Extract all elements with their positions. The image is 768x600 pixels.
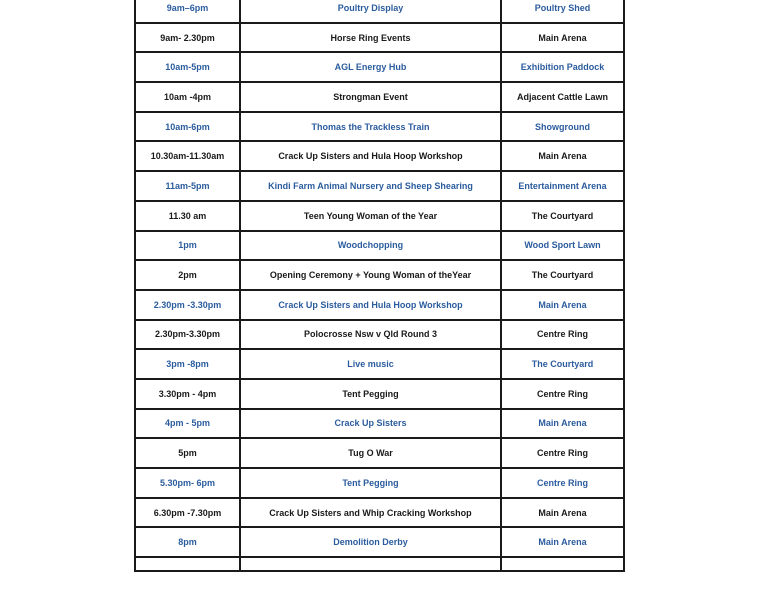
schedule-table	[134, 0, 625, 572]
location-cell: Showground	[501, 112, 624, 142]
table-row	[135, 349, 624, 379]
event-cell: Crack Up Sisters and Hula Hoop Workshop	[240, 141, 501, 171]
time-cell: 2.30pm-3.30pm	[135, 320, 240, 350]
table-row	[135, 231, 624, 261]
table-row	[135, 290, 624, 320]
event-cell: Strongman Event	[240, 82, 501, 112]
time-cell: 5pm	[135, 438, 240, 468]
table-row	[135, 0, 624, 23]
event-cell: Live music	[240, 349, 501, 379]
time-cell: 1pm	[135, 231, 240, 261]
empty-cell	[135, 557, 240, 571]
time-cell: 9am–6pm	[135, 0, 240, 23]
event-cell: Crack Up Sisters and Hula Hoop Workshop	[240, 290, 501, 320]
location-cell: Adjacent Cattle Lawn	[501, 82, 624, 112]
location-cell: Centre Ring	[501, 438, 624, 468]
event-cell: Tug O War	[240, 438, 501, 468]
time-cell: 10am-6pm	[135, 112, 240, 142]
event-cell: Tent Pegging	[240, 468, 501, 498]
table-row	[135, 260, 624, 290]
schedule-body	[135, 0, 624, 571]
time-cell: 5.30pm- 6pm	[135, 468, 240, 498]
table-row	[135, 379, 624, 409]
location-cell: Main Arena	[501, 498, 624, 528]
table-row	[135, 438, 624, 468]
table-row	[135, 112, 624, 142]
location-cell: Main Arena	[501, 290, 624, 320]
location-cell: The Courtyard	[501, 349, 624, 379]
location-cell: Main Arena	[501, 527, 624, 557]
event-cell: Tent Pegging	[240, 379, 501, 409]
event-cell: Thomas the Trackless Train	[240, 112, 501, 142]
location-cell: Main Arena	[501, 141, 624, 171]
table-row	[135, 320, 624, 350]
table-row	[135, 498, 624, 528]
time-cell: 3pm -8pm	[135, 349, 240, 379]
event-cell: Opening Ceremony + Young Woman of theYear	[240, 260, 501, 290]
location-cell: Poultry Shed	[501, 0, 624, 23]
time-cell: 10.30am-11.30am	[135, 141, 240, 171]
location-cell: The Courtyard	[501, 260, 624, 290]
time-cell: 11.30 am	[135, 201, 240, 231]
event-cell: Woodchopping	[240, 231, 501, 261]
event-cell: Demolition Derby	[240, 527, 501, 557]
event-cell: Crack Up Sisters and Whip Cracking Workshop	[240, 498, 501, 528]
location-cell: Centre Ring	[501, 379, 624, 409]
time-cell: 8pm	[135, 527, 240, 557]
empty-cell	[501, 557, 624, 571]
table-row-cutoff	[135, 557, 624, 571]
table-row	[135, 171, 624, 201]
time-cell: 10am -4pm	[135, 82, 240, 112]
event-cell: Horse Ring Events	[240, 23, 501, 53]
table-row	[135, 527, 624, 557]
location-cell: Main Arena	[501, 409, 624, 439]
event-cell: Polocrosse Nsw v Qld Round 3	[240, 320, 501, 350]
table-row	[135, 23, 624, 53]
time-cell: 11am-5pm	[135, 171, 240, 201]
location-cell: Main Arena	[501, 23, 624, 53]
location-cell: The Courtyard	[501, 201, 624, 231]
table-row	[135, 82, 624, 112]
table-row	[135, 409, 624, 439]
time-cell: 10am-5pm	[135, 52, 240, 82]
time-cell: 3.30pm - 4pm	[135, 379, 240, 409]
location-cell: Wood Sport Lawn	[501, 231, 624, 261]
event-cell: Kindi Farm Animal Nursery and Sheep Shearing	[240, 171, 501, 201]
table-row	[135, 201, 624, 231]
event-cell: Teen Young Woman of the Year	[240, 201, 501, 231]
event-cell: Poultry Display	[240, 0, 501, 23]
table-row	[135, 52, 624, 82]
location-cell: Entertainment Arena	[501, 171, 624, 201]
table-row	[135, 468, 624, 498]
time-cell: 6.30pm -7.30pm	[135, 498, 240, 528]
time-cell: 2pm	[135, 260, 240, 290]
location-cell: Centre Ring	[501, 468, 624, 498]
event-cell: Crack Up Sisters	[240, 409, 501, 439]
event-cell: AGL Energy Hub	[240, 52, 501, 82]
time-cell: 9am- 2.30pm	[135, 23, 240, 53]
time-cell: 2.30pm -3.30pm	[135, 290, 240, 320]
location-cell: Centre Ring	[501, 320, 624, 350]
empty-cell	[240, 557, 501, 571]
time-cell: 4pm - 5pm	[135, 409, 240, 439]
table-row	[135, 141, 624, 171]
location-cell: Exhibition Paddock	[501, 52, 624, 82]
